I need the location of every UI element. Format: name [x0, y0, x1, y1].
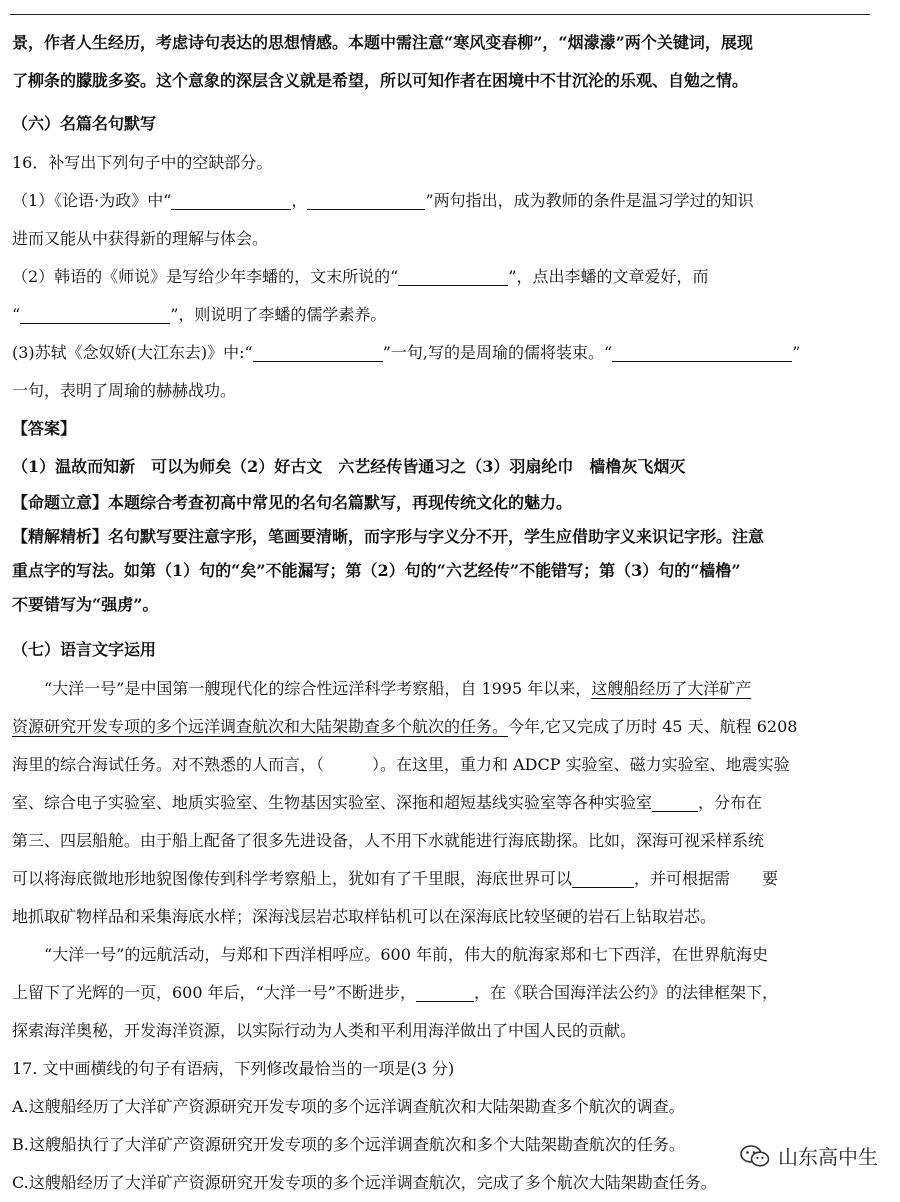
document-page — [12, 24, 842, 1202]
answer-blank[interactable] — [307, 191, 425, 210]
underlined-sentence: 资源研究开发专项的多个远洋调查航次和大陆架勘查多个航次的任务。 — [12, 717, 509, 736]
watermark — [740, 1141, 878, 1170]
question-16: 16．补写出下列句子中的空缺部分。 — [12, 153, 273, 172]
section-6-heading: （六）名篇名句默写 — [12, 114, 157, 133]
answer-text: （1）温故而知新 可以为师矣（2）好古文 六艺经传皆通习之（3）羽扇纶巾 樯橹灰飞烟灭 — [12, 457, 686, 476]
answer-blank[interactable] — [20, 305, 170, 324]
answer-blank[interactable] — [652, 793, 698, 812]
answer-blank[interactable] — [416, 983, 474, 1002]
passage-p2-line-1: “大洋一号”的远航活动，与郑和下西洋相呼应。600 年前，伟大的航海家郑和七下西洋，在世界航海史 — [44, 945, 768, 964]
passage-p1-line-3: 海里的综合海试任务。对不熟悉的人而言，（ ）。在这里，重力和 ADCP 实验室、磁力实验室、地震实验 — [12, 755, 790, 774]
question-17: 17. 文中画横线的句子有语病，下列修改最恰当的一项是(3 分) — [12, 1059, 455, 1078]
q16-item-2: （2）韩语的《师说》是写给少年李蟠的，文末所说的“ ”，点出李蟠的文章爱好，而 — [12, 267, 709, 286]
passage-p2-line-3: 探索海洋奥秘，开发海洋资源，以实际行动为人类和平利用海洋做出了中国人民的贡献。 — [12, 1021, 637, 1040]
option-a[interactable]: A.这艘船经历了大洋矿产资源研究开发专项的多个远洋调查航次和大陆架勘查多个航次的调查。 — [12, 1097, 685, 1116]
passage-p2-line-2: 上留下了光辉的一页，600 年后，“大洋一号”不断进步， ，在《联合国海洋法公约》的法律框架下， — [12, 983, 779, 1002]
option-b[interactable]: B.这艘船执行了大洋矿产资源研究开发专项的多个远洋调查航次和多个大陆架勘查航次的任务。 — [12, 1135, 685, 1154]
intent-text: 【命题立意】本题综合考查初高中常见的名句名篇默写，再现传统文化的魅力。 — [12, 493, 573, 512]
section-7-heading: （七）语言文字运用 — [12, 640, 157, 659]
passage-p1-line-2: 资源研究开发专项的多个远洋调查航次和大陆架勘查多个航次的任务。今年,它又完成了历时 45 天、航程 6208 — [12, 717, 798, 736]
passage-p1-line-1: “大洋一号”是中国第一艘现代化的综合性远洋科学考察船，自 1995 年以来，这艘船经历了大洋矿产 — [44, 679, 752, 698]
analysis-line-1: 【精解精析】名句默写要注意字形，笔画要清晰，而字形与字义分不开，学生应借助字义来识记字形。注意 — [12, 527, 765, 546]
analysis-line-2: 重点字的写法。如第（1）句的“矣”不能漏写；第（2）句的“六艺经传”不能错写；第（3）句的“樯橹” — [12, 561, 741, 580]
passage-p1-line-5: 第三、四层船舱。由于船上配备了很多先进设备，人不用下水就能进行海底勘探。比如，深海可视采样系统 — [12, 831, 765, 850]
top-rule — [10, 14, 870, 15]
answer-blank[interactable] — [572, 869, 634, 888]
answer-blank[interactable] — [612, 343, 792, 362]
underlined-sentence: 这艘船经历了大洋矿产 — [591, 679, 752, 698]
q16-item-2-cont: “ ”，则说明了李蟠的儒学素养。 — [12, 305, 387, 324]
wechat-icon — [740, 1144, 770, 1168]
analysis-line-3: 不要错写为“强虏”。 — [12, 595, 159, 614]
passage-p1-line-6: 可以将海底微地形地貌图像传到科学考察船上，犹如有了千里眼，海底世界可以 ，并可根据需 要 — [12, 869, 779, 888]
answer-label: 【答案】 — [12, 419, 77, 438]
intro-line-2: 了柳条的朦胧多姿。这个意象的深层含义就是希望，所以可知作者在困境中不甘沉沦的乐观、自勉之情。 — [12, 71, 749, 90]
option-c[interactable]: C.这艘船经历了大洋矿产资源研究开发专项的多个远洋调查航次，完成了多个航次大陆架勘查任务。 — [12, 1173, 717, 1192]
passage-p1-line-4: 室、综合电子实验室、地质实验室、生物基因实验室、深拖和超短基线实验室等各种实验室 ，分布在 — [12, 793, 763, 812]
answer-blank[interactable] — [398, 267, 508, 286]
q16-item-3: (3)苏轼《念奴娇(大江东去)》中:“ ”一句,写的是周瑜的儒将装束。“ ” — [12, 343, 801, 362]
passage-p1-line-7: 地抓取矿物样品和采集海底水样；深海浅层岩芯取样钻机可以在深海底比较坚硬的岩石上钻取岩芯。 — [12, 907, 717, 926]
q16-item-1: （1）《论语·为政》中“ ， ”两句指出，成为教师的条件是温习学过的知识 — [12, 191, 754, 210]
intro-line-1: 景，作者人生经历，考虑诗句表达的思想情感。本题中需注意“寒风变春柳”，“烟濛濛”两个关键词，展现 — [12, 33, 753, 52]
q16-item-1-cont: 进而又能从中获得新的理解与体会。 — [12, 229, 269, 248]
watermark-text: 山东高中生 — [778, 1145, 878, 1169]
answer-blank[interactable] — [253, 343, 383, 362]
q16-item-3-cont: 一句，表明了周瑜的赫赫战功。 — [12, 381, 237, 400]
answer-blank[interactable] — [171, 191, 291, 210]
